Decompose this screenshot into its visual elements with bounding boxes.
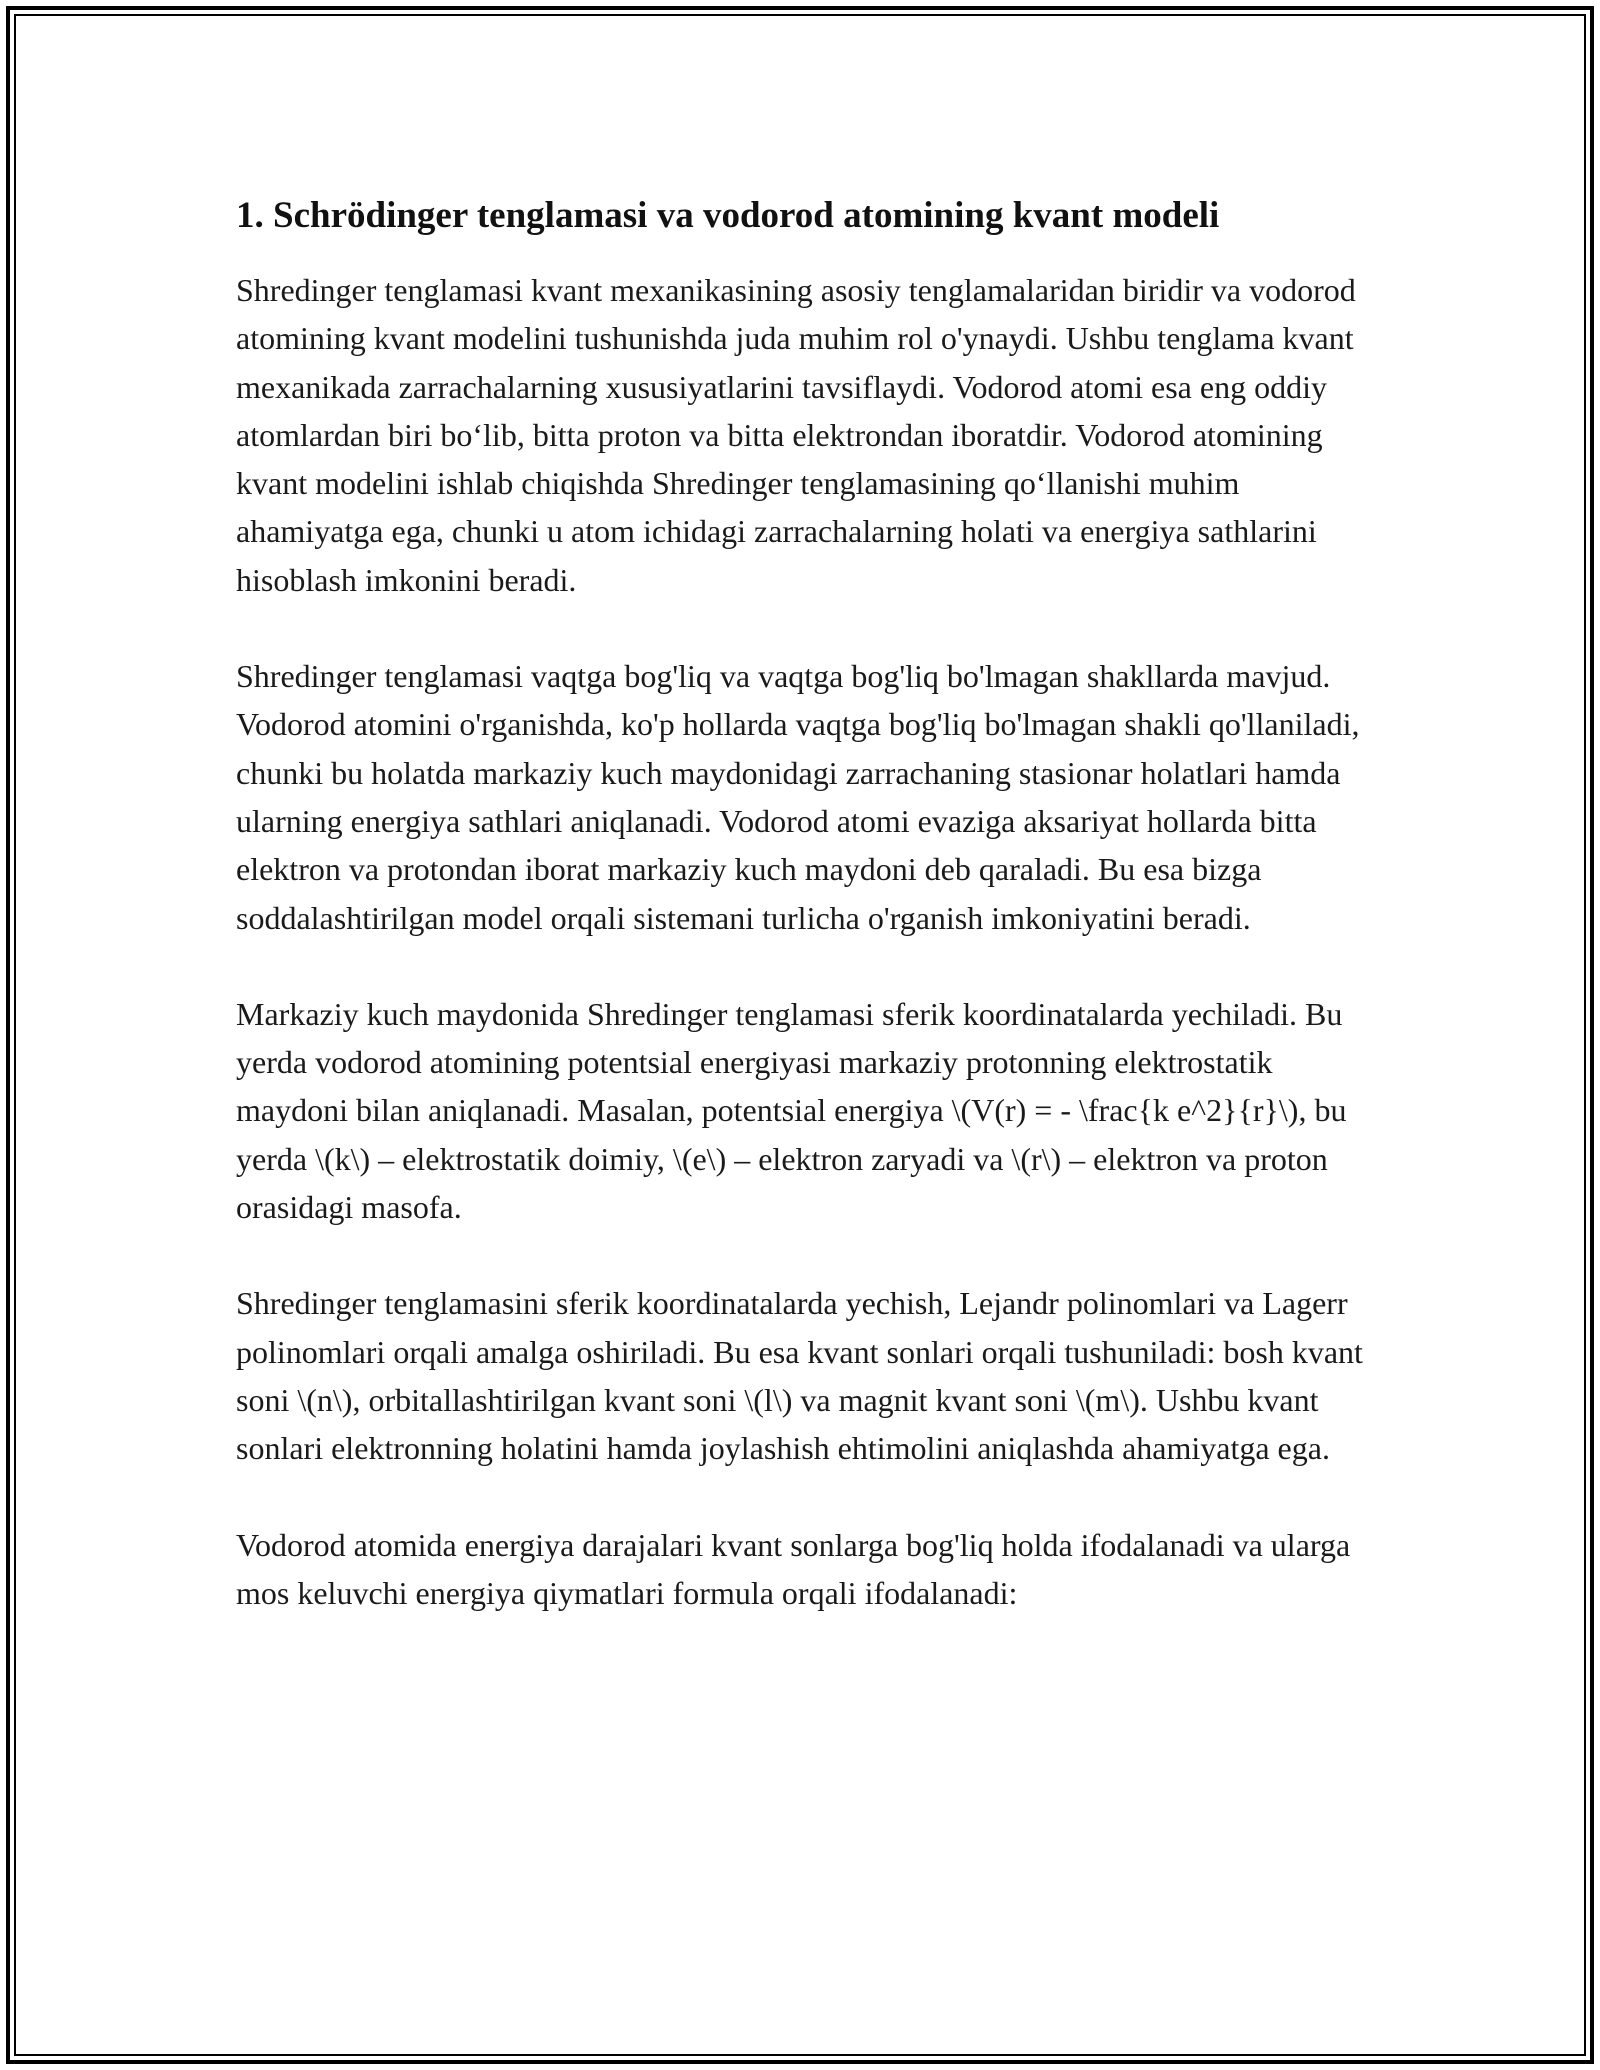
paragraph-energy-levels: Vodorod atomida energiya darajalari kvant sonlarga bog'liq holda ifodalanadi va ularga mos keluvchi energiya qiymatlari formula orqali ifodalanadi: <box>236 1526 1351 1611</box>
paragraph-time-dependence: Shredinger tenglamasi vaqtga bog'liq va vaqtga bog'liq bo'lmagan shakllarda mavjud. Vodorod atomini o'rganishda, ko'p hollarda vaqtga bog'liq bo'lmagan shakli qo'llaniladi, chunki bu holatda markaziy kuch maydonidagi zarrachaning stasionar holatlari hamda ularning energiya sathlari aniqlanadi. Vodorod atomi evaziga aksariyat hollarda bitta elektron va protondan iborat markaziy kuch maydoni deb qaraladi. Bu esa bizga soddalashtirilgan model orqali sistemani turlicha o'rganish imkoniyatini beradi. <box>236 658 1360 936</box>
document-body <box>236 188 1366 1665</box>
section-heading: 1. Schrödinger tenglamasi va vodorod atomining kvant modeli <box>236 195 1220 236</box>
paragraph-intro: Shredinger tenglamasi kvant mexanikasining asosiy tenglamalaridan biridir va vodorod atomining kvant modelini tushunishda juda muhim rol o'ynaydi. Ushbu tenglama kvant mexanikada zarrachalarning xususiyatlarini tavsiflaydi. Vodorod atomi esa eng oddiy atomlardan biri bo‘lib, bitta proton va bitta elektrondan iboratdir. Vodorod atomining kvant modelini ishlab chiqishda Shredinger tenglamasining qo‘llanishi muhim ahamiyatga ega, chunki u atom ichidagi zarrachalarning holati va energiya sathlarini hisoblash imkonini beradi. <box>236 272 1356 598</box>
paragraph-potential-energy: Markaziy kuch maydonida Shredinger tenglamasi sferik koordinatalarda yechiladi. Bu yerda vodorod atomining potentsial energiyasi markaziy protonning elektrostatik maydoni bilan aniqlanadi. Masalan, potentsial energiya \(V(r) = - \frac{k e^2}{r}\), bu yerda \(k\) – elektrostatik doimiy, \(e\) – elektron zaryadi va \(r\) – elektron va proton orasidagi masofa. <box>236 995 1347 1226</box>
paragraph-quantum-numbers: Shredinger tenglamasini sferik koordinatalarda yechish, Lejandr polinomlari va Lagerr polinomlari orqali amalga oshiriladi. Bu esa kvant sonlari orqali tushuniladi: bosh kvant soni \(n\), orbitallashtirilgan kvant soni \(l\) va magnit kvant soni \(m\). Ushbu kvant sonlari elektronning holatini hamda joylashish ehtimolini aniqlashda ahamiyatga ega. <box>236 1285 1363 1467</box>
